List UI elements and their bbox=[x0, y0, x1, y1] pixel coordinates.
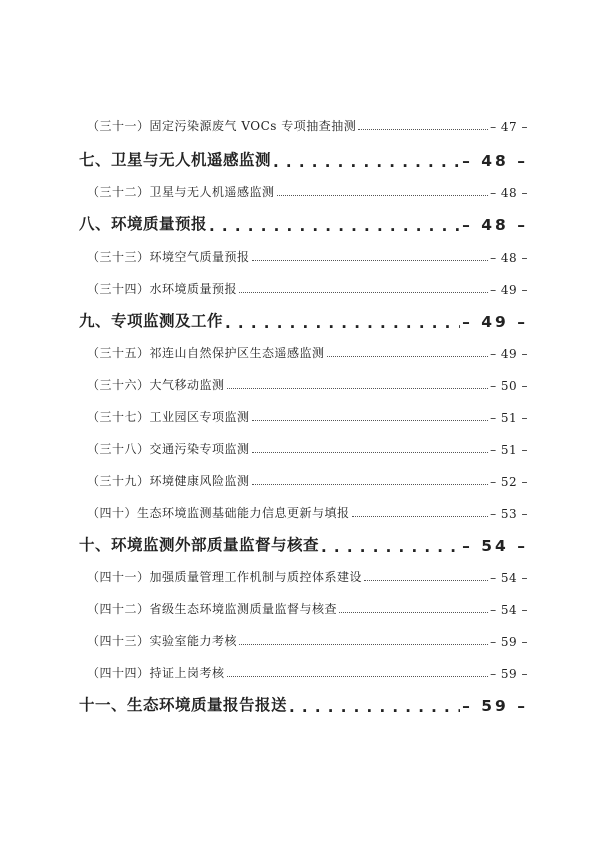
toc-page-number: – 49 – bbox=[490, 283, 528, 297]
dot-leader bbox=[252, 260, 489, 261]
toc-chapter-entry[interactable] bbox=[79, 693, 528, 715]
toc-entry-label: （三十二）卫星与无人机遥感监测 bbox=[87, 185, 275, 199]
toc-page-number: – 48 – bbox=[462, 152, 528, 170]
toc-entry-label: （四十二）省级生态环境监测质量监督与核查 bbox=[87, 602, 338, 616]
dot-leader bbox=[227, 388, 489, 389]
toc-entry[interactable] bbox=[87, 279, 528, 297]
toc-page-number: – 51 – bbox=[490, 411, 528, 425]
toc-chapter-entry[interactable] bbox=[79, 212, 528, 234]
toc-entry-label: （四十三）实验室能力考核 bbox=[87, 634, 238, 648]
toc-entry-label: （三十四）水环境质量预报 bbox=[87, 282, 238, 296]
toc-entry[interactable] bbox=[87, 375, 528, 393]
dot-leader bbox=[225, 318, 460, 328]
toc-entry-label: （三十五）祁连山自然保护区生态遥感监测 bbox=[87, 346, 325, 360]
dot-leader bbox=[252, 452, 489, 453]
dot-leader bbox=[364, 580, 488, 581]
toc-entry[interactable] bbox=[87, 631, 528, 649]
toc-page-number: – 59 – bbox=[490, 667, 528, 681]
toc-entry[interactable] bbox=[87, 182, 528, 200]
toc-entry[interactable] bbox=[87, 663, 528, 681]
toc-page-number: – 54 – bbox=[490, 571, 528, 585]
dot-leader bbox=[352, 516, 489, 517]
toc-page-number: – 59 – bbox=[490, 635, 528, 649]
toc-entry[interactable] bbox=[87, 439, 528, 457]
toc-entry[interactable] bbox=[87, 503, 528, 521]
dot-leader bbox=[252, 420, 489, 421]
toc-entry[interactable] bbox=[87, 116, 528, 134]
toc-page-number: – 47 – bbox=[490, 120, 528, 134]
toc-entry[interactable] bbox=[87, 343, 528, 361]
toc-page-number: – 59 – bbox=[462, 697, 528, 715]
dot-leader bbox=[252, 484, 489, 485]
dot-leader bbox=[321, 542, 460, 552]
toc-page-number: – 49 – bbox=[462, 313, 528, 331]
toc-chapter-label: 九、专项监测及工作 bbox=[79, 312, 224, 330]
toc-page-number: – 48 – bbox=[490, 186, 528, 200]
dot-leader bbox=[277, 195, 489, 196]
dot-leader bbox=[358, 129, 488, 130]
dot-leader bbox=[273, 157, 460, 167]
toc-entry-label: （三十一）固定污染源废气 VOCs 专项抽查抽测 bbox=[87, 119, 357, 133]
toc-chapter-entry[interactable] bbox=[79, 148, 528, 170]
toc-entry-label: （三十三）环境空气质量预报 bbox=[87, 250, 250, 264]
dot-leader bbox=[227, 676, 489, 677]
toc-chapter-entry[interactable] bbox=[79, 533, 528, 555]
toc-entry-label: （三十七）工业园区专项监测 bbox=[87, 410, 250, 424]
toc-entry-label: （三十九）环境健康风险监测 bbox=[87, 474, 250, 488]
toc-chapter-label: 七、卫星与无人机遥感监测 bbox=[79, 151, 272, 169]
toc-page-number: – 50 – bbox=[490, 379, 528, 393]
toc-page-number: – 48 – bbox=[490, 251, 528, 265]
dot-leader bbox=[289, 702, 460, 712]
toc-entry-label: （四十）生态环境监测基础能力信息更新与填报 bbox=[87, 506, 350, 520]
toc-chapter-entry[interactable] bbox=[79, 309, 528, 331]
toc-entry[interactable] bbox=[87, 471, 528, 489]
toc-entry-label: （三十八）交通污染专项监测 bbox=[87, 442, 250, 456]
toc-page-number: – 53 – bbox=[490, 507, 528, 521]
dot-leader bbox=[209, 221, 460, 231]
toc-page-number: – 54 – bbox=[462, 537, 528, 555]
toc-chapter-label: 十一、生态环境质量报告报送 bbox=[79, 696, 288, 714]
toc-entry-label: （三十六）大气移动监测 bbox=[87, 378, 225, 392]
dot-leader bbox=[339, 612, 488, 613]
toc-chapter-label: 十、环境监测外部质量监督与核查 bbox=[79, 536, 320, 554]
toc-entry[interactable] bbox=[87, 407, 528, 425]
dot-leader bbox=[327, 356, 489, 357]
toc-entry[interactable] bbox=[87, 567, 528, 585]
toc-entry[interactable] bbox=[87, 599, 528, 617]
toc-page-number: – 51 – bbox=[490, 443, 528, 457]
toc-entry[interactable] bbox=[87, 247, 528, 265]
toc-entry-label: （四十四）持证上岗考核 bbox=[87, 666, 225, 680]
toc-chapter-label: 八、环境质量预报 bbox=[79, 215, 208, 233]
toc-page-number: – 54 – bbox=[490, 603, 528, 617]
toc-page-number: – 48 – bbox=[462, 216, 528, 234]
dot-leader bbox=[239, 644, 488, 645]
toc-entry-label: （四十一）加强质量管理工作机制与质控体系建设 bbox=[87, 570, 363, 584]
dot-leader bbox=[239, 292, 488, 293]
toc-page-number: – 52 – bbox=[490, 475, 528, 489]
toc-page-number: – 49 – bbox=[490, 347, 528, 361]
